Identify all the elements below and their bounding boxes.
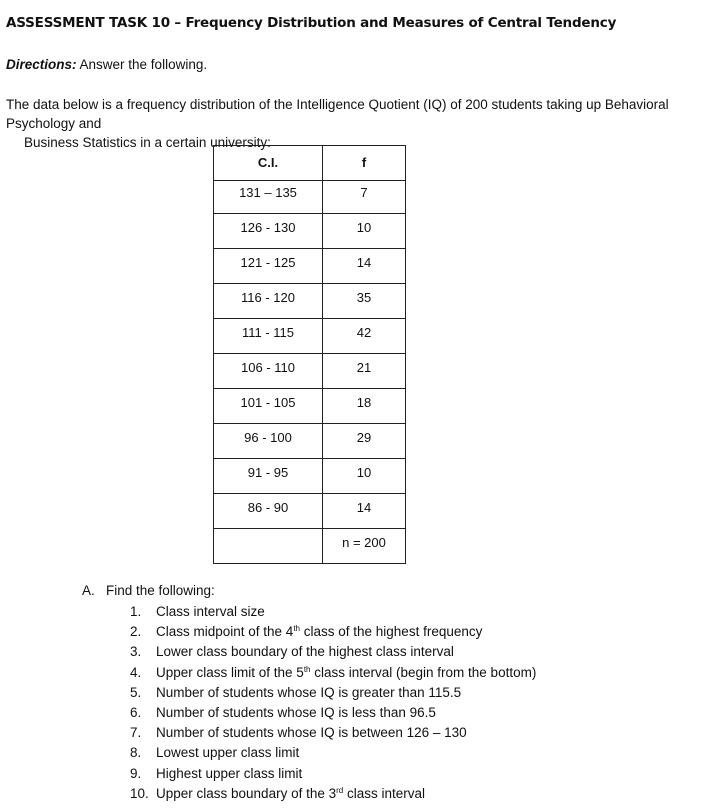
table-row [214, 283, 406, 318]
question-number: 2. [130, 624, 142, 640]
frequency-cell: 21 [323, 353, 406, 388]
frequency-cell: 7 [323, 180, 406, 213]
question-number: 1. [130, 604, 142, 619]
question-number: 5. [130, 684, 142, 700]
table-row [214, 248, 406, 283]
question-text-post: class interval (begin from the bottom) [310, 664, 537, 680]
directions [6, 57, 207, 72]
section-a-text: Find the following: [106, 583, 215, 598]
table-row [214, 423, 406, 458]
question-text-pre: Lowest upper class limit [156, 745, 300, 761]
question-text [156, 622, 482, 642]
question-text [156, 642, 454, 662]
question-text [156, 683, 461, 703]
frequency-cell: 29 [323, 423, 406, 458]
frequency-cell: 18 [323, 388, 406, 423]
question-number: 6. [130, 704, 142, 720]
class-interval-cell: 121 - 125 [214, 248, 323, 283]
question-text-pre: Upper class limit of the 5 [156, 664, 304, 680]
question-text [156, 703, 436, 723]
class-interval-cell: 106 - 110 [214, 353, 323, 388]
section-a-letter: A. [82, 583, 95, 598]
intro-paragraph [6, 95, 719, 152]
question-text-pre: Number of students whose IQ is less than 96.5 [156, 704, 436, 720]
intro-line-1: The data below is a frequency distribution of the Intelligence Quotient (IQ) of 200 students taking up Behavioral Psychology and [6, 97, 669, 131]
question-number: 4. [130, 664, 142, 680]
table-row [214, 213, 406, 248]
question-number: 8. [130, 745, 142, 761]
total-label-cell [214, 528, 323, 563]
page-title: ASSESSMENT TASK 10 – Frequency Distribution and Measures of Central Tendency [6, 15, 617, 31]
table-header-row [214, 146, 406, 181]
table-row [214, 388, 406, 423]
class-interval-cell: 116 - 120 [214, 283, 323, 318]
class-interval-cell: 91 - 95 [214, 458, 323, 493]
frequency-cell: 10 [323, 213, 406, 248]
class-interval-cell: 111 - 115 [214, 318, 323, 353]
question-text [156, 602, 265, 622]
question-text-post: class interval [343, 785, 426, 801]
frequency-cell: 14 [323, 248, 406, 283]
frequency-table [213, 145, 406, 564]
question-text-pre: Upper class boundary of the 3 [156, 785, 337, 801]
question-text [156, 784, 425, 804]
table-row [214, 353, 406, 388]
question-text-post: class of the highest frequency [300, 624, 483, 640]
directions-text: Answer the following. [76, 57, 208, 72]
frequency-cell: 35 [323, 283, 406, 318]
total-row [214, 528, 406, 563]
directions-label: Directions: [6, 57, 77, 72]
class-interval-cell: 96 - 100 [214, 423, 323, 458]
header-ci: C.I. [214, 146, 323, 181]
question-text [156, 723, 467, 743]
table-row [214, 318, 406, 353]
question-number: 7. [130, 725, 142, 741]
class-interval-cell: 86 - 90 [214, 493, 323, 528]
frequency-cell: 42 [323, 318, 406, 353]
intro-line-2: Business Statistics in a certain university: [24, 135, 271, 150]
question-ordinal-suffix: th [303, 664, 311, 674]
question-text-pre: Class interval size [156, 604, 265, 619]
class-interval-cell: 101 - 105 [214, 388, 323, 423]
question-text-pre: Lower class boundary of the highest class interval [156, 644, 454, 660]
question-text-pre: Class midpoint of the 4 [156, 624, 294, 640]
total-cell: n = 200 [323, 528, 406, 563]
table-body [214, 180, 406, 563]
frequency-cell: 14 [323, 493, 406, 528]
frequency-cell: 10 [323, 458, 406, 493]
class-interval-cell: 126 - 130 [214, 213, 323, 248]
question-text-pre: Number of students whose IQ is between 126 – 130 [156, 725, 467, 741]
question-ordinal-suffix: rd [336, 785, 344, 795]
table-row [214, 458, 406, 493]
question-text [156, 764, 302, 784]
table-row [214, 180, 406, 213]
question-number: 10. [130, 785, 149, 801]
question-text [156, 743, 299, 763]
question-number: 9. [130, 765, 142, 781]
question-text [156, 663, 536, 683]
question-number: 3. [130, 644, 142, 660]
class-interval-cell: 131 – 135 [214, 180, 323, 213]
question-text-pre: Number of students whose IQ is greater than 115.5 [156, 684, 462, 700]
header-f: f [323, 146, 406, 181]
table-row [214, 493, 406, 528]
section-a [82, 583, 215, 598]
question-ordinal-suffix: th [293, 624, 300, 634]
question-text-pre: Highest upper class limit [156, 765, 303, 781]
